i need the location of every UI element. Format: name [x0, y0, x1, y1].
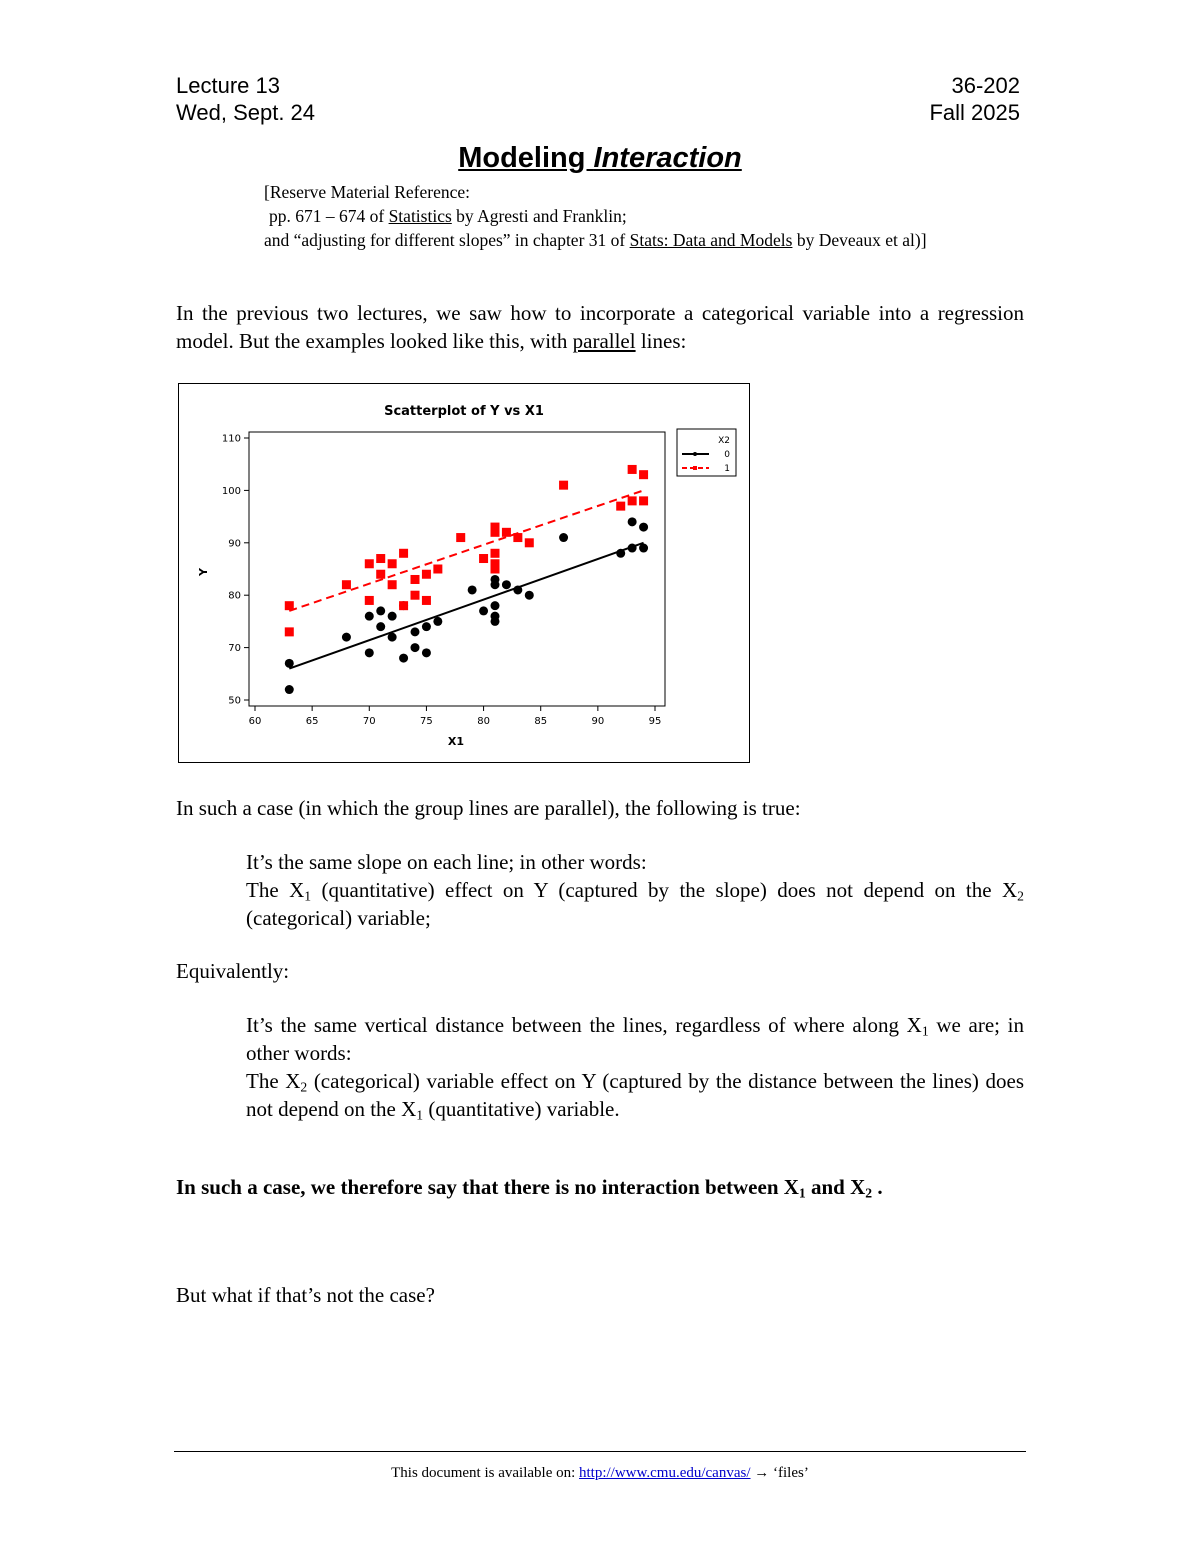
- y-tick-label: 80: [228, 590, 241, 602]
- data-point-group-0: [525, 591, 534, 600]
- legend-marker-1: [693, 466, 697, 470]
- data-point-group-1: [411, 591, 420, 600]
- same-distance-text-d: (categorical) variable effect on Y (captured by the distance between the lines) does not depend on the X: [246, 1069, 1024, 1121]
- data-point-group-0: [376, 622, 385, 631]
- data-point-group-0: [342, 633, 351, 642]
- data-point-group-1: [285, 601, 294, 610]
- statistics-book-title: Statistics: [388, 206, 452, 226]
- same-distance-text-a: It’s the same vertical distance between the lines, regardless of where along X: [246, 1013, 922, 1037]
- y-axis: [222, 434, 249, 707]
- data-point-group-1: [399, 601, 408, 610]
- fit-lines: [289, 490, 643, 668]
- x-tick-label: 65: [305, 716, 319, 727]
- y-axis-label: Y: [197, 568, 210, 576]
- lecture-date: Wed, Sept. 24: [176, 100, 316, 125]
- same-distance-line-1: [246, 1011, 1024, 1067]
- data-point-group-1: [365, 559, 374, 568]
- data-point-group-1: [491, 565, 500, 574]
- page-title: [0, 142, 1200, 175]
- same-distance-text-b: we are; in other words:: [246, 1013, 1024, 1065]
- reference-line-3-a: and “adjusting for different slopes” in chapter 31 of: [264, 230, 630, 250]
- data-point-group-1: [388, 580, 397, 589]
- y-tick-label: 90: [228, 538, 241, 550]
- reference-line-2-c: by Agresti and Franklin;: [451, 206, 627, 226]
- data-point-group-0: [491, 617, 500, 626]
- title-part-2: Interaction: [593, 142, 742, 174]
- closing-question: But what if that’s not the case?: [176, 1283, 435, 1307]
- data-point-group-0: [433, 617, 442, 626]
- data-point-group-1: [376, 570, 385, 579]
- data-point-group-0: [513, 585, 522, 594]
- reference-line-1: [Reserve Material Reference:: [264, 182, 470, 202]
- same-slope-text-c: (categorical) variable;: [246, 906, 431, 930]
- data-point-group-0: [365, 648, 374, 657]
- scatterplot-svg: [179, 384, 748, 761]
- data-point-group-1: [399, 549, 408, 558]
- reference-line-2: [264, 204, 927, 228]
- title-part-1: Modeling: [458, 142, 594, 174]
- legend-label-0: 0: [724, 450, 730, 460]
- subscript-1: 1: [798, 1185, 806, 1201]
- data-point-group-0: [491, 601, 500, 610]
- same-slope-block: [246, 848, 1024, 932]
- data-point-group-1: [411, 575, 420, 584]
- data-point-group-0: [639, 523, 648, 532]
- chart-title: Scatterplot of Y vs X1: [384, 404, 544, 419]
- data-point-group-0: [388, 633, 397, 642]
- data-point-group-1: [491, 549, 500, 558]
- data-point-group-1: [616, 502, 625, 511]
- data-point-group-0: [422, 622, 431, 631]
- data-point-group-0: [399, 654, 408, 663]
- conclusion-text-a: In such a case, we therefore say that there is no interaction between X: [176, 1175, 799, 1199]
- reference-line-2-a: pp. 671 – 674 of: [269, 206, 389, 226]
- term: Fall 2025: [929, 100, 1020, 125]
- data-point-group-1: [376, 554, 385, 563]
- x-tick-label: 75: [420, 716, 433, 727]
- data-point-group-1: [513, 533, 522, 542]
- footer-files: → ‘files’: [750, 1465, 809, 1481]
- data-point-group-0: [559, 533, 568, 542]
- data-point-group-0: [388, 612, 397, 621]
- data-point-group-0: [639, 544, 648, 553]
- same-slope-text-b: (quantitative) effect on Y (captured by the slope) does not depend on the X: [311, 878, 1018, 902]
- legend-marker-0: [693, 452, 697, 456]
- subscript-2: 2: [865, 1185, 873, 1201]
- data-point-group-1: [628, 465, 637, 474]
- legend-label-1: 1: [724, 464, 730, 474]
- intro-parallel-word: parallel: [572, 329, 636, 353]
- data-point-group-0: [365, 612, 374, 621]
- course-number: 36-202: [951, 73, 1020, 98]
- subscript-1: 1: [416, 1107, 424, 1123]
- x-axis: [249, 706, 662, 727]
- data-point-group-0: [422, 648, 431, 657]
- same-slope-line-1: It’s the same slope on each line; in other words:: [246, 850, 647, 874]
- intro-paragraph: [176, 299, 1024, 355]
- data-point-group-1: [285, 627, 294, 636]
- same-slope-line-2: [246, 876, 1024, 932]
- subscript-2: 2: [1017, 888, 1024, 904]
- footer-divider: [174, 1451, 1026, 1452]
- stats-book-title: Stats: Data and Models: [629, 230, 793, 250]
- page-footer: [0, 1465, 1200, 1482]
- same-distance-block: [246, 1011, 1024, 1123]
- data-point-group-1: [502, 528, 511, 537]
- data-point-group-0: [628, 544, 637, 553]
- data-point-group-0: [491, 580, 500, 589]
- data-point-group-0: [411, 643, 420, 652]
- data-points: [285, 465, 648, 694]
- x-tick-label: 80: [477, 716, 490, 727]
- legend-title: X2: [718, 436, 730, 446]
- data-point-group-0: [468, 585, 477, 594]
- conclusion-text-c: .: [872, 1175, 883, 1199]
- data-point-group-0: [479, 606, 488, 615]
- fit-line-group-0: [289, 543, 643, 669]
- x-tick-label: 95: [648, 716, 662, 727]
- no-interaction-conclusion: [176, 1173, 883, 1201]
- data-point-group-1: [342, 580, 351, 589]
- same-distance-text-c: The X: [246, 1069, 301, 1093]
- x-tick-label: 70: [362, 716, 376, 727]
- data-point-group-1: [559, 481, 568, 490]
- data-point-group-1: [491, 528, 500, 537]
- conclusion-text-b: and X: [805, 1175, 866, 1199]
- subscript-1: 1: [921, 1023, 929, 1039]
- canvas-link[interactable]: http://www.cmu.edu/canvas/: [579, 1465, 751, 1481]
- data-point-group-1: [422, 596, 431, 605]
- data-point-group-1: [365, 596, 374, 605]
- x-tick-label: 85: [534, 716, 548, 727]
- fit-line-group-1: [289, 490, 643, 611]
- subscript-2: 2: [300, 1079, 308, 1095]
- data-point-group-1: [525, 538, 534, 547]
- scatterplot-figure: [178, 383, 750, 763]
- data-point-group-0: [376, 606, 385, 615]
- data-point-group-0: [628, 517, 637, 526]
- footer-text: This document is available on:: [391, 1465, 580, 1481]
- data-point-group-0: [285, 659, 294, 668]
- equivalently-label: Equivalently:: [176, 959, 290, 983]
- data-point-group-1: [628, 496, 637, 505]
- x-axis-label: X1: [447, 735, 465, 748]
- data-point-group-1: [639, 470, 648, 479]
- data-point-group-1: [456, 533, 465, 542]
- legend: [677, 429, 736, 476]
- data-point-group-1: [433, 565, 442, 574]
- plot-area: [249, 432, 665, 706]
- parallel-case-paragraph: In such a case (in which the group lines are parallel), the following is true:: [176, 796, 801, 820]
- data-point-group-1: [639, 496, 648, 505]
- intro-text-c: lines:: [635, 329, 687, 353]
- reference-block: [264, 180, 927, 252]
- data-point-group-0: [285, 685, 294, 694]
- data-point-group-0: [502, 580, 511, 589]
- same-distance-line-2: [246, 1067, 1024, 1123]
- subscript-1: 1: [304, 888, 312, 904]
- data-point-group-1: [479, 554, 488, 563]
- same-distance-text-e: (quantitative) variable.: [423, 1097, 620, 1121]
- y-tick-label: 70: [228, 643, 241, 655]
- same-slope-text-a: The X: [246, 878, 305, 902]
- data-point-group-1: [422, 570, 431, 579]
- y-tick-label: 50: [228, 695, 241, 707]
- lecture-number: Lecture 13: [176, 73, 280, 98]
- y-tick-label: 110: [221, 433, 241, 445]
- x-tick-label: 90: [591, 716, 605, 727]
- data-point-group-0: [411, 627, 420, 636]
- y-tick-label: 100: [221, 485, 241, 497]
- data-point-group-1: [388, 559, 397, 568]
- reference-line-3-c: by Deveaux et al)]: [792, 230, 927, 250]
- data-point-group-0: [616, 549, 625, 558]
- reference-line-3: [264, 228, 927, 252]
- x-tick-label: 60: [248, 716, 262, 727]
- intro-text-a: In the previous two lectures, we saw how to incorporate a categorical variable into a regression model. But the examples looked like this, with: [176, 301, 1024, 353]
